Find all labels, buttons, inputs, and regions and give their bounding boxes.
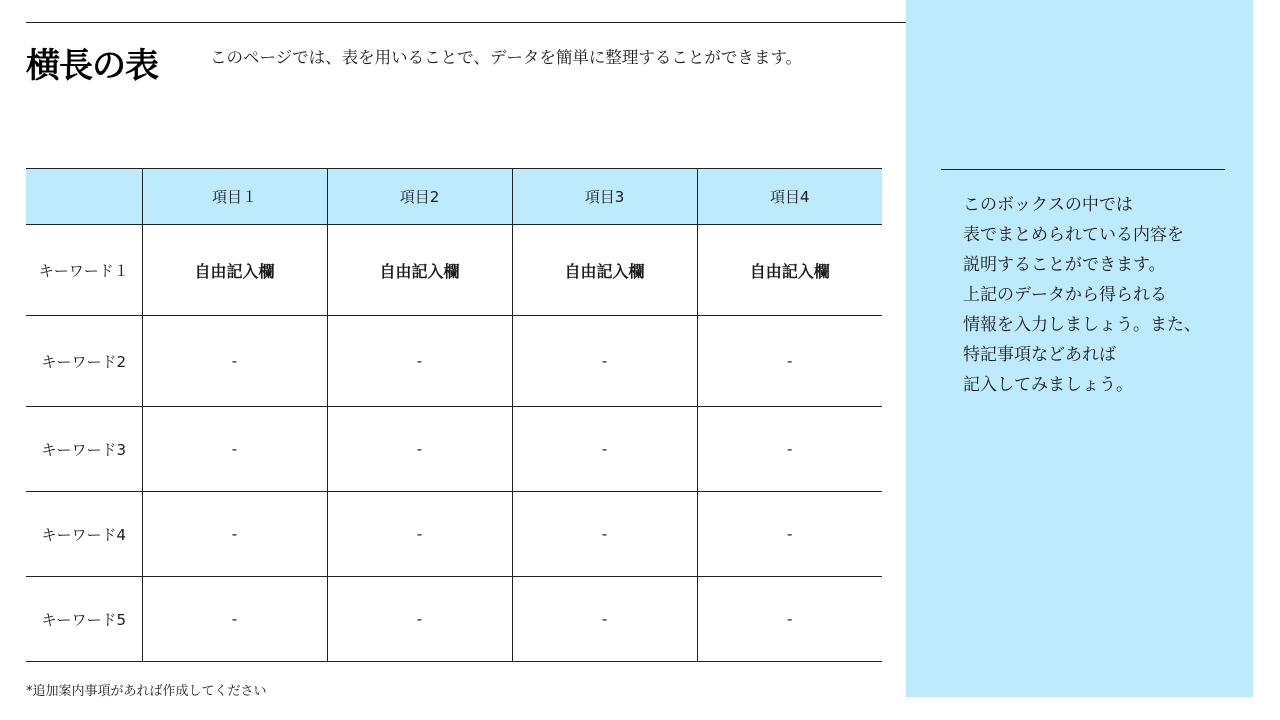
- table-cell: -: [697, 492, 882, 577]
- table-cell: -: [327, 577, 512, 662]
- row-label: キーワード2: [26, 316, 142, 407]
- table-header-cell: 項目１: [142, 169, 327, 225]
- table-header-cell: 項目3: [512, 169, 697, 225]
- table-row: [26, 492, 882, 577]
- page-subtitle: このページでは、表を用いることで、データを簡単に整理することができます。: [210, 48, 803, 67]
- table-cell: -: [512, 577, 697, 662]
- side-panel-divider: [941, 169, 1225, 170]
- side-panel-text: [963, 190, 1223, 400]
- table-row: [26, 407, 882, 492]
- side-panel-line: 説明することができます。: [963, 255, 1166, 275]
- side-panel-line: 上記のデータから得られる: [963, 285, 1167, 305]
- table-cell: -: [142, 577, 327, 662]
- side-panel-line: 表でまとめられている内容を: [963, 225, 1184, 245]
- table-cell: 自由記入欄: [142, 225, 327, 316]
- table-cell: 自由記入欄: [512, 225, 697, 316]
- table-cell: -: [512, 492, 697, 577]
- table-cell: -: [697, 316, 882, 407]
- table-row: [26, 577, 882, 662]
- row-label: キーワード１: [26, 225, 142, 316]
- table-cell: -: [142, 492, 327, 577]
- footnote: *追加案内事項があれば作成してください: [26, 684, 267, 699]
- table-row: [26, 225, 882, 316]
- side-panel-line: 情報を入力しましょう。また、: [963, 315, 1201, 335]
- table-cell: -: [142, 407, 327, 492]
- table-header-corner: [26, 169, 142, 225]
- table-header-row: [26, 169, 882, 225]
- table-cell: -: [697, 577, 882, 662]
- table-cell: -: [512, 407, 697, 492]
- row-label: キーワード4: [26, 492, 142, 577]
- table-header-cell: 項目2: [327, 169, 512, 225]
- table-row: [26, 316, 882, 407]
- side-panel-line: 記入してみましょう。: [963, 375, 1133, 395]
- table-cell: -: [142, 316, 327, 407]
- table-cell: 自由記入欄: [327, 225, 512, 316]
- table-cell: -: [697, 407, 882, 492]
- row-label: キーワード3: [26, 407, 142, 492]
- table-cell: -: [512, 316, 697, 407]
- page-title: 横長の表: [26, 46, 158, 86]
- table-cell: 自由記入欄: [697, 225, 882, 316]
- side-panel-line: このボックスの中では: [963, 195, 1133, 215]
- table-cell: -: [327, 492, 512, 577]
- data-table: [26, 168, 882, 662]
- side-panel-line: 特記事項などあれば: [963, 345, 1116, 365]
- row-label: キーワード5: [26, 577, 142, 662]
- table-cell: -: [327, 316, 512, 407]
- table-header-cell: 項目4: [697, 169, 882, 225]
- table-cell: -: [327, 407, 512, 492]
